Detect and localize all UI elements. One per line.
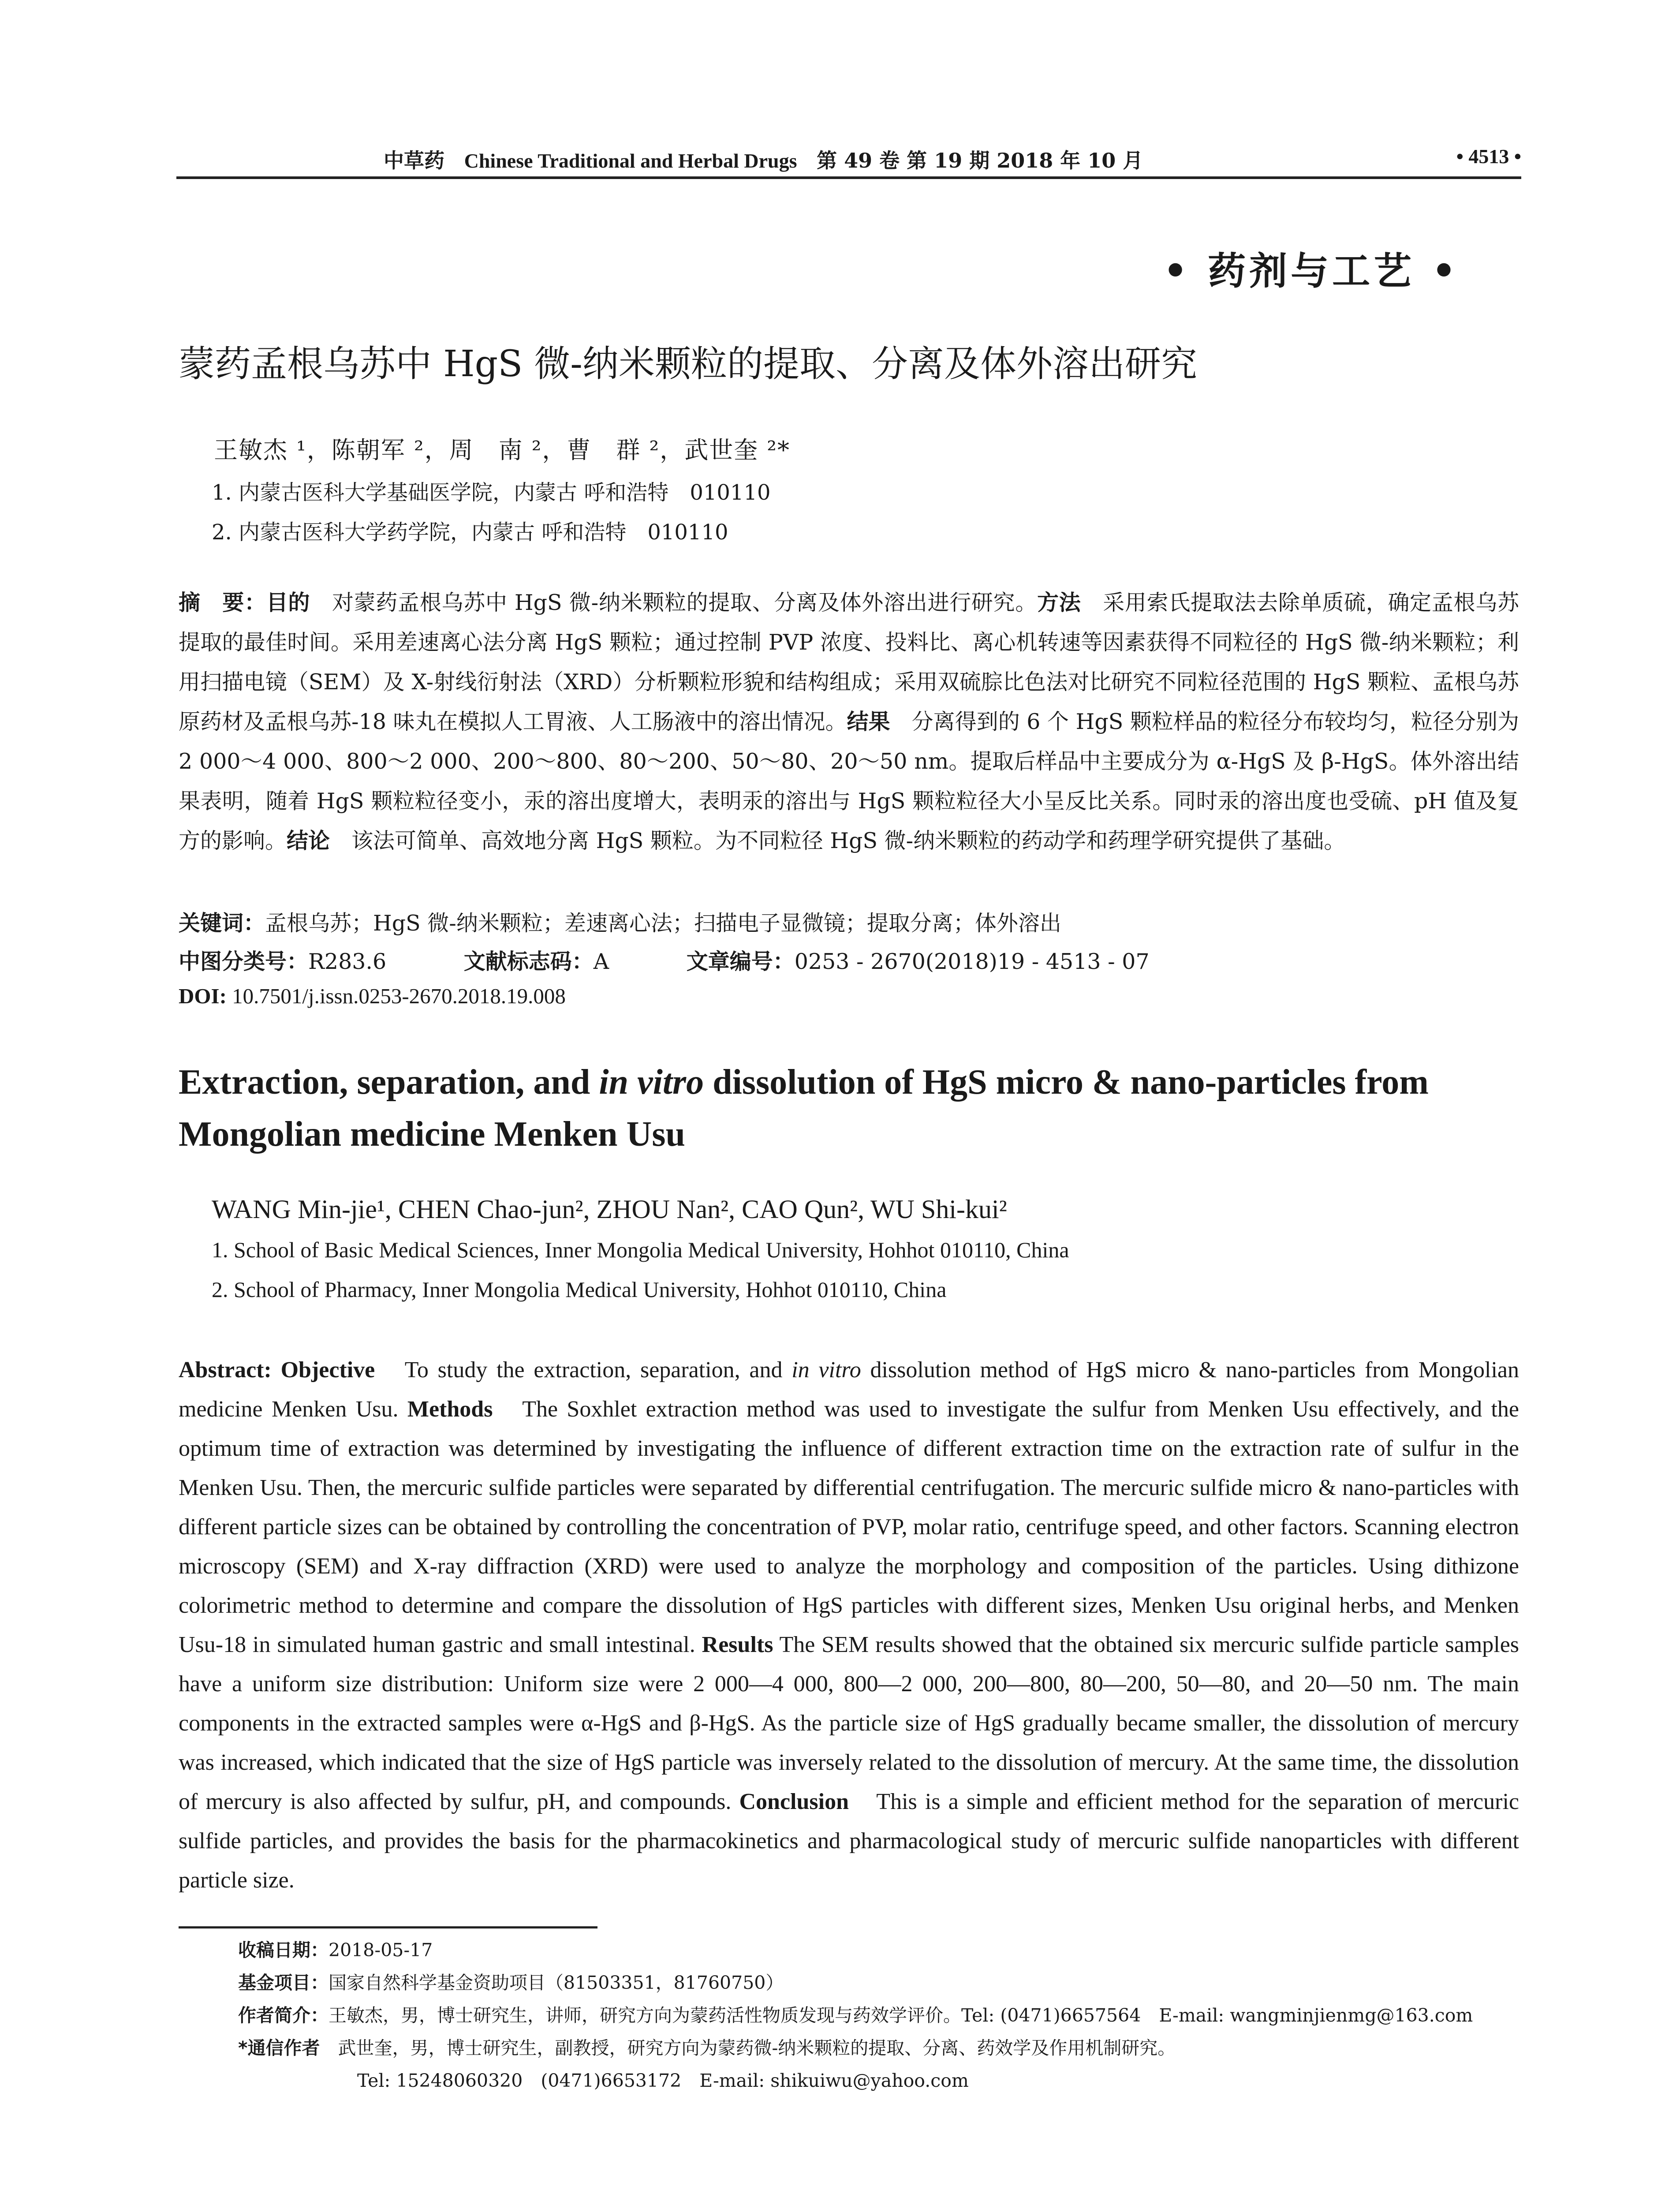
cn-results-label: 结果 xyxy=(847,709,890,734)
bio-value: 王敏杰，男，博士研究生，讲师，研究方向为蒙药活性物质发现与药效学评价。Tel: (0471)6657564 E-mail: wangminjienmg@163.com xyxy=(329,2005,1473,2026)
article-no-value: 0253 - 2670(2018)19 - 4513 - 07 xyxy=(794,949,1150,974)
en-objective-text-b: dissolution method of HgS micro & nano-particles from Mongolian medicine Menken Usu. xyxy=(179,1357,1519,1422)
clc-value: R283.6 xyxy=(308,949,387,974)
journal-issue: 第 49 卷 第 19 期 2018 年 10 月 xyxy=(817,149,1143,172)
cn-title: 蒙药孟根乌苏中 HgS 微-纳米颗粒的提取、分离及体外溶出研究 xyxy=(179,343,1198,385)
en-title xyxy=(179,1056,1546,1160)
cn-methods-label: 方法 xyxy=(1037,590,1081,615)
corr-value: 武世奎，男，博士研究生，副教授，研究方向为蒙药微-纳米颗粒的提取、分离、药效学及作用机制研究。 xyxy=(320,2037,1176,2059)
en-conclusion-text: This is a simple and efficient method for the separation of mercuric sulfide particles, and provides the basis for the pharmacokinetics and pharmacological study of mercuric sulfide nanoparticles with different particle size. xyxy=(179,1789,1519,1893)
en-title-part-a: Extraction, separation, and xyxy=(179,1063,599,1102)
cn-keywords xyxy=(179,906,1061,937)
received-label: 收稿日期： xyxy=(238,1940,329,1961)
fund-value: 国家自然科学基金资助项目（81503351，81760750） xyxy=(329,1972,784,1993)
running-header xyxy=(176,140,1521,176)
doi-label: DOI: xyxy=(179,984,227,1008)
en-authors: WANG Min-jie¹, CHEN Chao-jun², ZHOU Nan², CAO Qun², WU Shi-kui² xyxy=(212,1195,1007,1224)
footnote-corresponding xyxy=(238,2032,1517,2064)
en-title-italic: in vitro xyxy=(599,1063,704,1102)
en-affiliation-1: 1. School of Basic Medical Sciences, Inner Mongolia Medical University, Hohhot 010110, China xyxy=(212,1237,1069,1262)
en-abstract-label: Abstract: xyxy=(179,1357,281,1383)
footnote-received xyxy=(238,1934,1517,1966)
cn-results-text: 分离得到的 6 个 HgS 颗粒样品的粒径分布较均匀，粒径分别为 2 000～4 000、800～2 000、200～800、80～200、50～80、20～50 nm。提取后样品中主要成分为 α-HgS 及 β-HgS。体外溶出结果表明，随着 HgS 颗粒粒径变小，汞的溶出度增大，表明汞的溶出与 HgS 颗粒粒径大小呈反比关系。同时汞的溶出度也受硫、pH 值及复方的影响。 xyxy=(179,709,1519,853)
footnote-author-bio xyxy=(238,1999,1517,2032)
cn-objective-label: 目的 xyxy=(266,590,310,615)
en-results-label: Results xyxy=(702,1632,773,1657)
clc-label: 中图分类号： xyxy=(179,949,309,974)
cn-methods-text: 采用索氏提取法去除单质硫，确定孟根乌苏提取的最佳时间。采用差速离心法分离 HgS 颗粒；通过控制 PVP 浓度、投料比、离心机转速等因素获得不同粒径的 HgS 微-纳米颗粒；利用扫描电镜（SEM）及 X-射线衍射法（XRD）分析颗粒形貌和结构组成；采用双硫腙比色法对比研究不同粒径范围的 HgS 颗粒、孟根乌苏原药材及孟根乌苏-18 味丸在模拟人工胃液、人工肠液中的溶出情况。 xyxy=(179,590,1519,734)
en-title-part-b: dissolution of HgS micro & nano-particles from Mongolian medicine Menken Usu xyxy=(179,1063,1429,1154)
doc-code-value: A xyxy=(593,949,609,974)
doc-code-label: 文献标志码： xyxy=(463,949,594,974)
cn-conclusion-text: 该法可简单、高效地分离 HgS 颗粒。为不同粒径 HgS 微-纳米颗粒的药动学和药理学研究提供了基础。 xyxy=(330,828,1346,853)
doi-value: 10.7501/j.issn.0253-2670.2018.19.008 xyxy=(226,984,566,1008)
footnote-rule xyxy=(179,1926,597,1928)
keywords-label: 关键词： xyxy=(179,911,265,936)
received-value: 2018-05-17 xyxy=(329,1940,433,1961)
keywords-text: 孟根乌苏；HgS 微-纳米颗粒；差速离心法；扫描电子显微镜；提取分离；体外溶出 xyxy=(265,911,1061,936)
cn-objective-text: 对蒙药孟根乌苏中 HgS 微-纳米颗粒的提取、分离及体外溶出进行研究。 xyxy=(310,590,1038,615)
cn-affiliation-2: 2. 内蒙古医科大学药学院，内蒙古 呼和浩特 010110 xyxy=(212,520,728,545)
en-conclusion-label: Conclusion xyxy=(739,1789,849,1814)
en-objective-text-a: To study the extraction, separation, and xyxy=(375,1357,792,1383)
doi-line xyxy=(179,983,566,1009)
cn-authors: 王敏杰 ¹，陈朝军 ²，周 南 ²，曹 群 ²，武世奎 ²* xyxy=(214,436,791,464)
article-no-label: 文章编号： xyxy=(686,949,795,974)
journal-en-name: Chinese Traditional and Herbal Drugs xyxy=(464,149,797,172)
en-methods-text: The Soxhlet extraction method was used to investigate the sulfur from Menken Usu effectively, and the optimum time of extraction was determined by investigating the influence of different extraction time on the extraction rate of sulfur in the Menken Usu. Then, the mercuric sulfide particles were separated by differential centrifugation. The mercuric sulfide micro & nano-particles with different particle sizes can be obtained by controlling the concentration of PVP, molar ratio, centrifuge speed, and other factors. Scanning electron microscopy (SEM) and X-ray diffraction (XRD) were used to analyze the morphology and composition of the particles. Using dithizone colorimetric method to determine and compare the dissolution of HgS particles with different sizes, Menken Usu original herbs, and Menken Usu-18 in simulated human gastric and small intestinal. xyxy=(179,1397,1519,1657)
cn-conclusion-label: 结论 xyxy=(287,828,330,853)
page-number: • 4513 • xyxy=(1456,145,1521,168)
cn-classification xyxy=(179,945,1150,975)
fund-label: 基金项目： xyxy=(238,1972,329,1993)
footnotes xyxy=(238,1934,1517,2097)
footnote-corresponding-contact: Tel: 15248060320 (0471)6653172 E-mail: shikuiwu@yahoo.com xyxy=(357,2070,969,2091)
bio-label: 作者简介： xyxy=(238,2005,329,2026)
footnote-fund xyxy=(238,1966,1517,1999)
journal-cn-name: 中草药 xyxy=(384,149,444,172)
cn-abstract xyxy=(179,583,1519,861)
en-methods-label: Methods xyxy=(407,1397,493,1422)
cn-affiliation-1: 1. 内蒙古医科大学基础医学院，内蒙古 呼和浩特 010110 xyxy=(212,480,771,505)
cn-abstract-label: 摘 要： xyxy=(179,590,266,615)
en-objective-italic: in vitro xyxy=(791,1357,861,1383)
en-results-text: The SEM results showed that the obtained six mercuric sulfide particle samples have a uniform size distribution: Uniform size were 2 000—4 000, 800—2 000, 200—800, 80—200, 50—80, and 20—50 nm. The main components in the extracted samples were α-HgS and β-HgS. As the particle size of HgS gradually became smaller, the dissolution of mercury was increased, which indicated that the size of HgS particle was inversely related to the dissolution of mercury. At the same time, the dissolution of mercury is also affected by sulfur, pH, and compounds. xyxy=(179,1632,1519,1814)
en-objective-label: Objective xyxy=(280,1357,375,1383)
en-affiliation-2: 2. School of Pharmacy, Inner Mongolia Medical University, Hohhot 010110, China xyxy=(212,1277,947,1302)
corr-label: *通信作者 xyxy=(238,2037,320,2059)
en-abstract xyxy=(179,1350,1519,1900)
header-rule xyxy=(176,176,1521,179)
section-label: • 药剂与工艺 • xyxy=(1163,249,1460,293)
